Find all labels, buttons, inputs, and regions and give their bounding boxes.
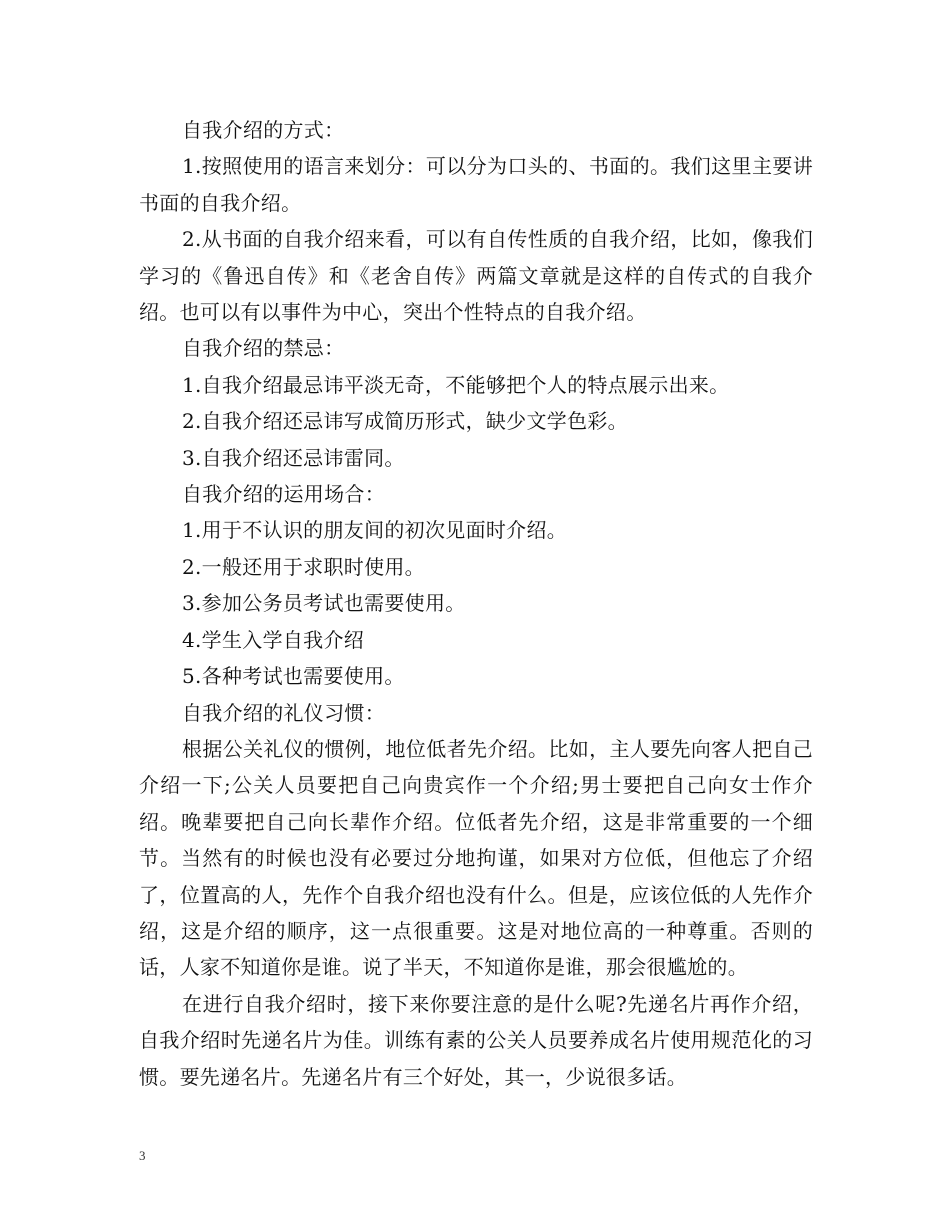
paragraph: 4.学生入学自我介绍 [182, 627, 365, 652]
paragraph: 2.从书面的自我介绍来看，可以有自传性质的自我介绍，比如，像我们学习的《鲁迅自传》和《老舍自传》两篇文章就是这样的自传式的自我介绍。也可以有以事件为中心，突出个性特点的自我介绍。 [139, 227, 813, 325]
paragraph: 2.一般还用于求职时使用。 [182, 554, 425, 579]
section-heading-methods: 自我介绍的方式： [182, 118, 345, 142]
document-body [139, 112, 813, 1095]
section-heading-taboos: 自我介绍的禁忌： [182, 336, 345, 361]
paragraph: 1.自我介绍最忌讳平淡无奇，不能够把个人的特点展示出来。 [182, 372, 730, 397]
paragraph: 1.用于不认识的朋友间的初次见面时介绍。 [182, 518, 568, 543]
paragraph: 3.参加公务员考试也需要使用。 [182, 591, 466, 616]
paragraph: 在进行自我介绍时，接下来你要注意的是什么呢?先递名片再作介绍，自我介绍时先递名片为佳。训练有素的公关人员要养成名片使用规范化的习惯。要先递名片。先递名片有三个好处，其一，少说很多话。 [139, 991, 813, 1089]
paragraph: 1.按照使用的语言来划分：可以分为口头的、书面的。我们这里主要讲书面的自我介绍。 [139, 154, 813, 215]
paragraph: 2.自我介绍还忌讳写成简历形式，缺少文学色彩。 [182, 409, 628, 434]
section-heading-occasions: 自我介绍的运用场合： [182, 482, 385, 507]
section-heading-etiquette: 自我介绍的礼仪习惯： [182, 700, 385, 725]
page-number: 3 [139, 1148, 146, 1163]
paragraph: 5.各种考试也需要使用。 [182, 664, 405, 689]
paragraph: 3.自我介绍还忌讳雷同。 [182, 445, 405, 470]
paragraph: 根据公关礼仪的惯例，地位低者先介绍。比如，主人要先向客人把自己介绍一下;公关人员要把自己向贵宾作一个介绍;男士要把自己向女士作介绍。晚辈要把自己向长辈作介绍。位低者先介绍，这是非常重要的一个细节。当然有的时候也没有必要过分地拘谨，如果对方位低，但他忘了介绍了，位置高的人，先作个自我介绍也没有什么。但是，应该位低的人先作介绍，这是介绍的顺序，这一点很重要。这是对地位高的一种尊重。否则的话，人家不知道你是谁。说了半天，不知道你是谁，那会很尴尬的。 [139, 736, 813, 980]
